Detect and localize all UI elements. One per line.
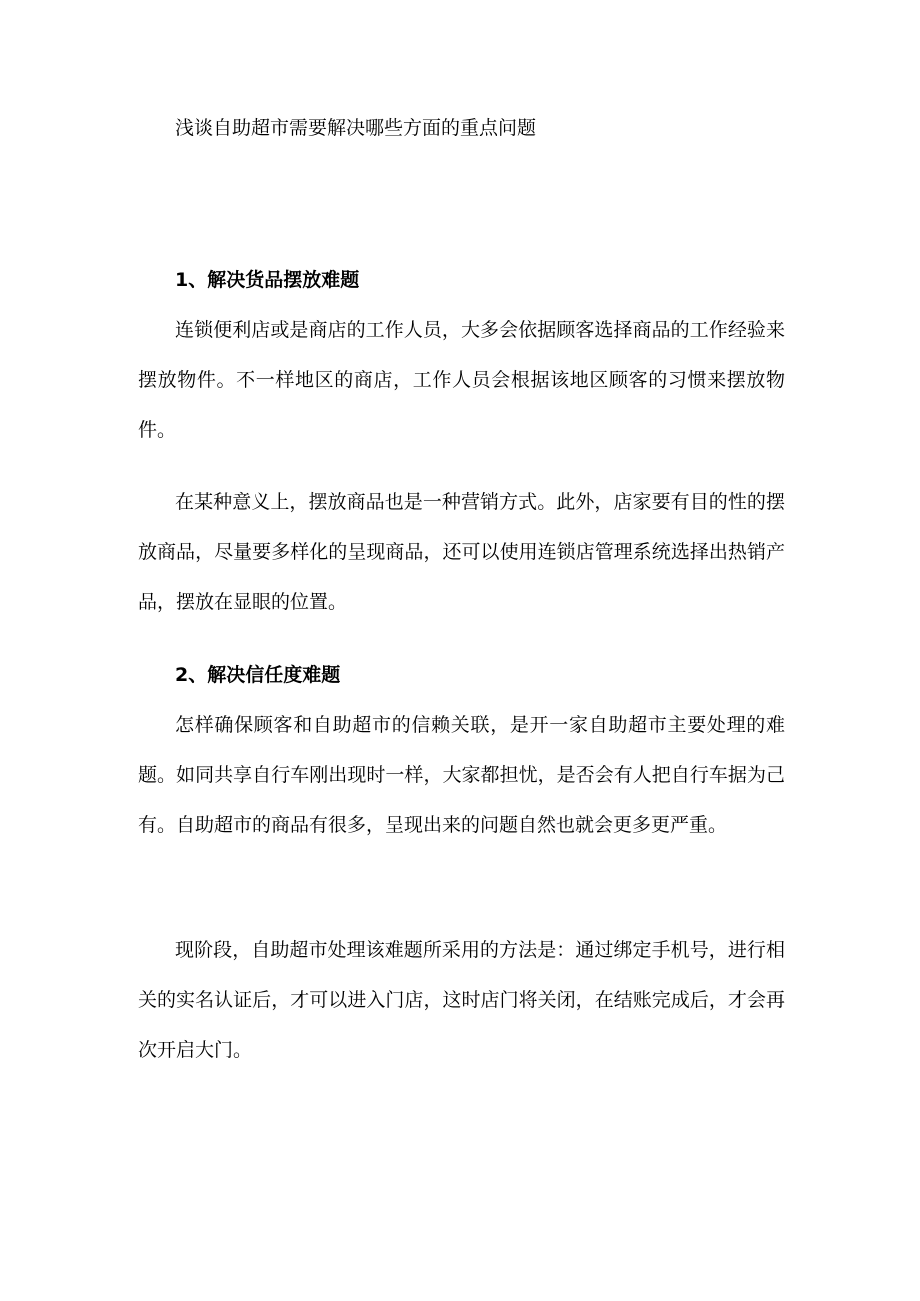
document-title: 浅谈自助超市需要解决哪些方面的重点问题 [175, 117, 537, 139]
section-2-paragraph-1: 怎样确保顾客和自助超市的信赖关联，是开一家自助超市主要处理的难题。如同共享自行车刚出现时一样，大家都担忧，是否会有人把自行车据为己有。自助超市的商品有很多，呈现出来的问题自然也就会更多更严重。 [138, 714, 785, 836]
section-1-paragraph-1: 连锁便利店或是商店的工作人员，大多会依据顾客选择商品的工作经验来摆放物件。不一样地区的商店，工作人员会根据该地区顾客的习惯来摆放物件。 [138, 319, 785, 441]
section-2-paragraph-2: 现阶段，自助超市处理该难题所采用的方法是：通过绑定手机号，进行相关的实名认证后，才可以进入门店，这时店门将关闭，在结账完成后，才会再次开启大门。 [138, 939, 785, 1061]
section-heading-2: 2、解决信任度难题 [175, 664, 341, 686]
section-heading-1: 1、解决货品摆放难题 [175, 269, 360, 291]
section-1-paragraph-2: 在某种意义上，摆放商品也是一种营销方式。此外，店家要有目的性的摆放商品，尽量要多样化的呈现商品，还可以使用连锁店管理系统选择出热销产品，摆放在显眼的位置。 [138, 491, 785, 613]
